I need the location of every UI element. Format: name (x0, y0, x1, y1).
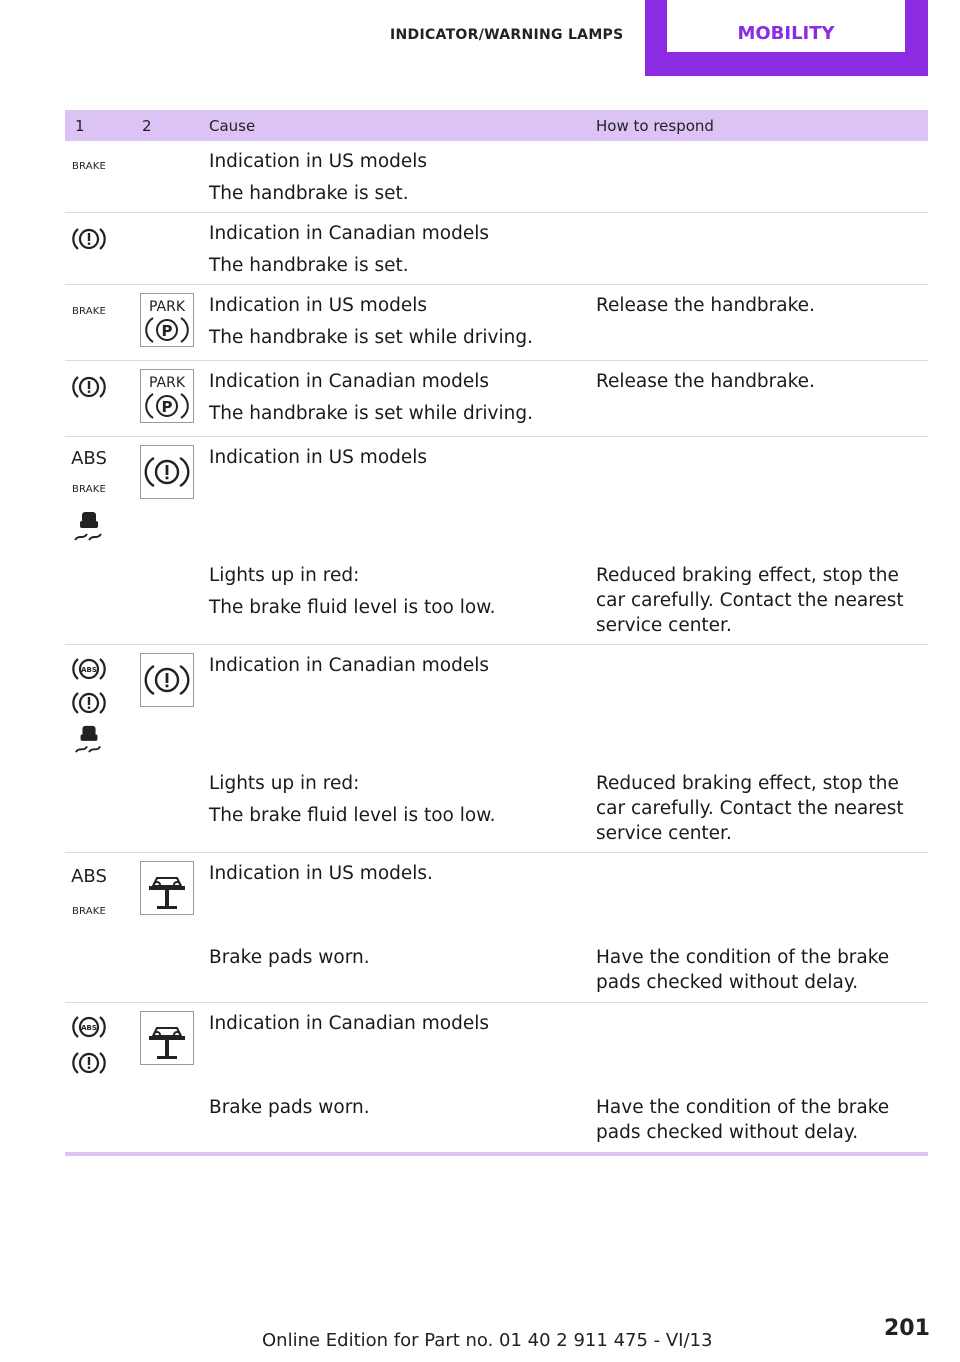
cause-detail-cell: Lights up in red: The brake fluid level is too low. (209, 773, 496, 826)
cause-cell: Indication in US models (209, 447, 428, 468)
cause-cell: Indication in US models The handbrake is set while driving. (209, 295, 533, 348)
respond-cell: Release the handbrake. (596, 371, 815, 392)
abs-warning-icon (69, 655, 109, 683)
respond-cell: Reduced braking effect, stop the car carefully. Contact the nearest service center. (596, 565, 904, 636)
stability-control-icon (69, 723, 109, 755)
brake-text-icon: BRAKE (71, 305, 107, 317)
brake-warning-icon (140, 445, 194, 499)
svg-text:ABS: ABS (81, 1024, 97, 1032)
respond-cell: Have the condition of the brake pads checked without delay. (596, 1097, 890, 1143)
cause-detail-cell: Lights up in red: The brake fluid level is too low. (209, 565, 496, 618)
brake-warning-icon (69, 373, 109, 401)
indicator-table (65, 110, 928, 1156)
respond-cell: Have the condition of the brake pads checked without delay. (596, 947, 890, 993)
table-row (65, 141, 928, 213)
brake-warning-icon (140, 653, 194, 707)
page-number: 201 (884, 1316, 930, 1341)
respond-cell: Reduced braking effect, stop the car carefully. Contact the nearest service center. (596, 773, 904, 844)
brake-warning-icon (69, 689, 109, 717)
col-header-cause: Cause (209, 117, 256, 135)
brake-warning-icon (69, 1049, 109, 1077)
table-row (65, 437, 928, 645)
edition-footer: Online Edition for Part no. 01 40 2 911 475 - VI/13 (262, 1330, 713, 1351)
abs-text-icon: ABS (71, 865, 107, 887)
table-row (65, 361, 928, 437)
table-row (65, 645, 928, 853)
park-brake-icon (140, 369, 194, 423)
park-brake-icon (140, 293, 194, 347)
table-row (65, 213, 928, 285)
brake-text-icon: BRAKE (71, 160, 107, 172)
cause-cell: Indication in US models The handbrake is set. (209, 151, 428, 204)
table-header (65, 110, 928, 141)
cause-cell: Indication in US models. (209, 863, 433, 884)
section-title: INDICATOR/WARNING LAMPS (390, 27, 624, 43)
respond-cell: Release the handbrake. (596, 295, 815, 316)
brake-pad-service-icon (140, 1011, 194, 1065)
chapter-tab-label: MOBILITY (667, 0, 905, 52)
svg-text:PARK: PARK (148, 375, 186, 391)
svg-text:PARK: PARK (148, 299, 186, 315)
table-row (65, 1003, 928, 1156)
table-row (65, 285, 928, 361)
col-header-1: 1 (75, 117, 85, 135)
chapter-tab[interactable] (645, 0, 928, 76)
cause-cell: Indication in Canadian models (209, 1013, 490, 1034)
stability-control-icon (69, 509, 109, 543)
table-row (65, 853, 928, 1003)
cause-cell: Indication in Canadian models The handbrake is set. (209, 223, 490, 276)
abs-warning-icon (69, 1013, 109, 1041)
brake-warning-icon (69, 225, 109, 253)
abs-text-icon: ABS (71, 447, 107, 469)
svg-text:P: P (161, 322, 173, 340)
cause-detail-cell: Brake pads worn. (209, 947, 370, 968)
col-header-2: 2 (142, 117, 152, 135)
cause-cell: Indication in Canadian models (209, 655, 490, 676)
cause-detail-cell: Brake pads worn. (209, 1097, 370, 1118)
cause-cell: Indication in Canadian models The handbrake is set while driving. (209, 371, 533, 424)
col-header-respond: How to respond (596, 117, 714, 135)
svg-text:P: P (161, 398, 173, 416)
brake-pad-service-icon (140, 861, 194, 915)
brake-text-icon: BRAKE (71, 483, 107, 495)
brake-text-icon: BRAKE (71, 905, 107, 917)
svg-text:ABS: ABS (81, 666, 97, 674)
